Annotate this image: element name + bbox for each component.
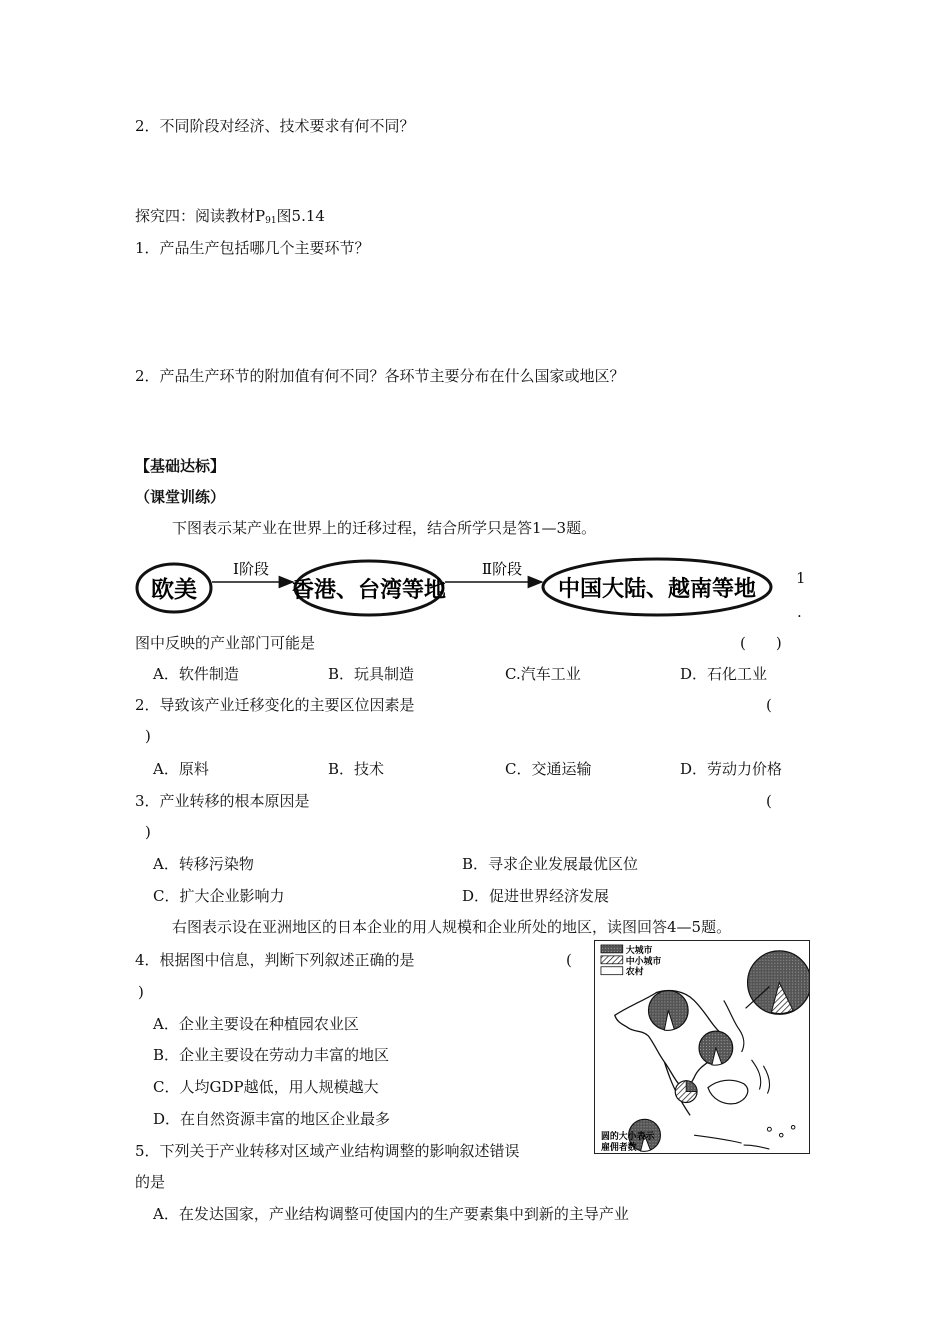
question-1-dot: . [797, 603, 802, 621]
node-europe-america: 欧美 [151, 577, 197, 603]
legend-swatch-rural [601, 967, 623, 975]
island-borneo [708, 1080, 748, 1104]
question-3-option-d: D．促进世界经济发展 [462, 887, 610, 905]
question-5-stem-line-1: 5．下列关于产业转移对区域产业结构调整的影响叙述错误 [135, 1142, 520, 1160]
question-4-option-c: C．人均GDP越低，用人规模越大 [153, 1078, 379, 1096]
small-island-1 [767, 1127, 771, 1131]
industry-migration-diagram [135, 554, 795, 622]
question-2-option-b: B．技术 [328, 760, 385, 778]
label-stage-1: Ⅰ阶段 [233, 560, 269, 578]
question-2-stem: 2．导致该产业迁移变化的主要区位因素是 [135, 696, 415, 714]
question-4-option-b: B．企业主要设在劳动力丰富的地区 [153, 1046, 390, 1064]
small-island-3 [791, 1125, 795, 1129]
legend-big-city: 大城市 [625, 945, 653, 956]
question-3-paren-open: ( [766, 792, 772, 810]
pie-thailand [675, 1081, 697, 1103]
question-3-option-b: B．寻求企业发展最优区位 [462, 855, 639, 873]
question-2-paren-open: ( [766, 696, 772, 714]
legend-rural: 农村 [625, 967, 644, 978]
pie-japan [746, 951, 810, 1014]
explore-four-question-2: 2．产品生产环节的附加值有何不同？各环节主要分布在什么国家或地区？ [135, 367, 625, 385]
question-stage-difference: 2．不同阶段对经济、技术要求有何不同？ [135, 117, 415, 135]
question-3-paren-close: ) [145, 823, 151, 841]
section-title: 【基础达标】 [135, 457, 226, 475]
question-4-option-d: D．在自然资源丰富的地区企业最多 [153, 1110, 391, 1128]
question-4-paren-close: ) [138, 983, 144, 1001]
pie-southeast [699, 1031, 733, 1065]
question-1-option-b: B．玩具制造 [328, 665, 415, 683]
intro-questions-4-5: 右图表示设在亚洲地区的日本企业的用人规模和企业所处的地区，读图回答4—5题。 [172, 918, 732, 936]
question-1-option-a: A．软件制造 [153, 665, 239, 683]
legend-small-city: 中小城市 [625, 956, 662, 967]
label-stage-2: Ⅱ阶段 [481, 560, 523, 578]
question-2-option-a: A．原料 [153, 760, 209, 778]
subsection-title: （课堂训练） [135, 488, 226, 506]
node-hk-taiwan: 香港、台湾等地 [291, 578, 447, 603]
node-mainland-vietnam: 中国大陆、越南等地 [557, 577, 757, 602]
question-4-option-a: A．企业主要设在种植园农业区 [153, 1015, 359, 1033]
question-1-option-d: D．石化工业 [680, 665, 768, 683]
question-4-stem: 4．根据图中信息，判断下列叙述正确的是 [135, 951, 415, 969]
question-5-option-a: A．在发达国家，产业结构调整可使国内的生产要素集中到新的主导产业 [153, 1205, 629, 1223]
islands-east [752, 1060, 770, 1094]
question-1-stem: 图中反映的产业部门可能是 [135, 634, 316, 652]
question-2-option-d: D．劳动力价格 [680, 760, 783, 778]
question-5-stem-line-2: 的是 [135, 1173, 166, 1191]
pie-china [649, 991, 689, 1031]
question-3-option-a: A．转移污染物 [153, 855, 254, 873]
island-chain-south [694, 1135, 769, 1149]
explore-four-question-1: 1．产品生产包括哪几个主要环节？ [135, 239, 370, 257]
asia-japanese-enterprise-map [594, 940, 810, 1154]
question-1-number: 1 [796, 569, 806, 587]
legend-swatch-big-city [601, 945, 623, 953]
intro-questions-1-3: 下图表示某产业在世界上的迁移过程，结合所学只是答1—3题。 [172, 519, 597, 537]
map-caption-line-2: 雇佣者数 [600, 1143, 637, 1154]
legend-swatch-small-city [601, 956, 623, 964]
question-4-paren-open: ( [566, 951, 572, 969]
question-3-stem: 3．产业转移的根本原因是 [135, 792, 310, 810]
small-island-2 [779, 1133, 783, 1137]
question-2-paren-close: ) [145, 727, 151, 745]
question-1-option-c: C.汽车工业 [505, 665, 581, 683]
question-2-option-c: C．交通运输 [505, 760, 592, 778]
map-caption-line-1: 圆的大小表示 [600, 1132, 655, 1143]
explore-four-heading: 探究四：阅读教材$P_{91}$图5.14 [135, 207, 325, 226]
question-1-paren: ( ) [740, 634, 782, 652]
question-3-option-c: C．扩大企业影响力 [153, 887, 285, 905]
